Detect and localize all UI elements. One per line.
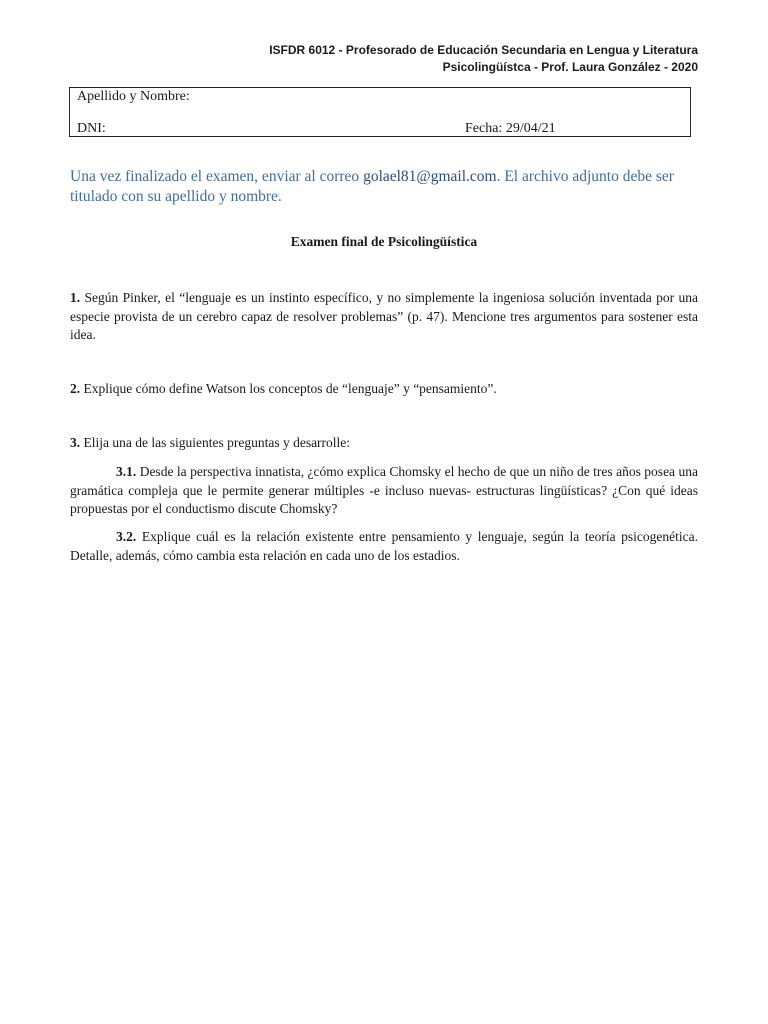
subquestion-number: 3.2.: [116, 529, 137, 544]
notice-email: golael81@gmail.com: [363, 168, 497, 185]
subquestion-text: Desde la perspectiva innatista, ¿cómo explica Chomsky el hecho de que un niño de tres años posea una gramática compleja que le permite generar múltiples -e incluso nuevas- estructuras lingüísticas? ¿Con qué ideas propuestas por el conductismo discute Chomsky?: [70, 464, 698, 516]
question-2: [70, 380, 698, 399]
header-course: Psicolingüístca - Prof. Laura González - 2020: [442, 60, 698, 74]
subquestion-text: Explique cuál es la relación existente entre pensamiento y lenguaje, según la teoría psicogenética. Detalle, además, cómo cambia esta relación en cada uno de los estadios.: [70, 529, 698, 563]
exam-title: Examen final de Psicolingüística: [290, 234, 478, 249]
notice-text-before: Una vez finalizado el examen, enviar al correo: [70, 168, 364, 185]
question-text: Elija una de las siguientes preguntas y desarrolle:: [80, 435, 351, 450]
document-header: [269, 42, 698, 76]
student-id-box: [69, 87, 691, 137]
date-label: Fecha: 29/04/21: [465, 121, 556, 136]
subquestion-number: 3.1.: [116, 464, 137, 479]
question-text: Explique cómo define Watson los conceptos de “lenguaje” y “pensamiento”.: [80, 381, 497, 396]
name-label: Apellido y Nombre:: [77, 89, 190, 104]
dni-label: DNI:: [77, 121, 106, 136]
question-number: 1.: [70, 290, 81, 305]
question-3-1: [70, 463, 698, 519]
question-number: 3.: [70, 435, 81, 450]
question-text: Según Pinker, el “lenguaje es un instinto específico, y no simplemente la ingeniosa solución inventada por una especie provista de un cerebro capaz de resolver problemas” (p. 47). Mencione tres argumentos para sostener esta idea.: [70, 290, 698, 342]
header-institution: ISFDR 6012 - Profesorado de Educación Secundaria en Lengua y Literatura: [269, 43, 698, 57]
question-3-2: [70, 528, 698, 565]
submission-notice: [70, 167, 700, 206]
notice-text-after: . El archivo adjunto debe ser titulado con su apellido y nombre.: [70, 168, 674, 205]
question-1: [70, 289, 698, 345]
question-3: [70, 434, 698, 453]
question-number: 2.: [70, 381, 81, 396]
